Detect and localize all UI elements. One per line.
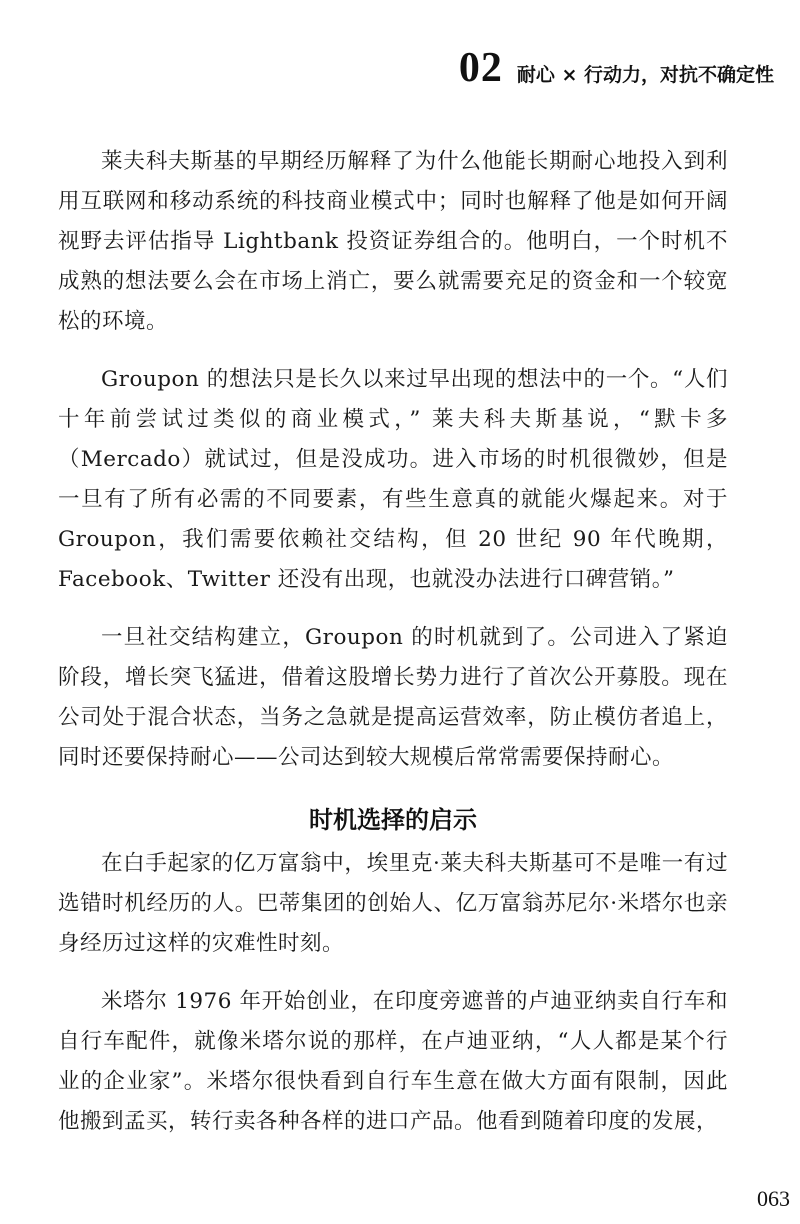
paragraph: 米塔尔 1976 年开始创业，在印度旁遮普的卢迪亚纳卖自行车和自行车配件，就像米塔尔说的那样，在卢迪亚纳，“人人都是某个行业的企业家”。米塔尔很快看到自行车生意在做大方面有限制，因此他搬到孟买，转行卖各种各样的进口产品。他看到随着印度的发展， [58, 989, 728, 1134]
paragraph: 一旦社交结构建立，Groupon 的时机就到了。公司进入了紧迫阶段，增长突飞猛进，借着这股增长势力进行了首次公开募股。现在公司处于混合状态，当务之急就是提高运营效率，防止模仿者追上，同时还要保持耐心——公司达到较大规模后常常需要保持耐心。 [58, 625, 728, 770]
page-number: 063 [757, 1186, 790, 1211]
paragraph: 莱夫科夫斯基的早期经历解释了为什么他能长期耐心地投入到利用互联网和移动系统的科技商业模式中；同时也解释了他是如何开阔视野去评估指导 Lightbank 投资证券组合的。他明白，一个时机不成熟的想法要么会在市场上消亡，要么就需要充足的资金和一个较宽松的环境。 [58, 149, 728, 334]
chapter-title: 耐心 × 行动力，对抗不确定性 [516, 64, 774, 86]
paragraph: Groupon 的想法只是长久以来过早出现的想法中的一个。“人们十年前尝试过类似的商业模式，” 莱夫科夫斯基说，“默卡多（Mercado）就试过，但是没成功。进入市场的时机很微妙，但是一旦有了所有必需的不同要素，有些生意真的就能火爆起来。对于 Groupon，我们需要依赖社交结构，但 20 世纪 90 年代晚期，Facebook、Twitter 还没有出现，也就没办法进行口碑营销。” [58, 367, 728, 592]
body-text [58, 142, 728, 1160]
paragraph: 在白手起家的亿万富翁中，埃里克·莱夫科夫斯基可不是唯一有过选错时机经历的人。巴蒂集团的创始人、亿万富翁苏尼尔·米塔尔也亲身经历过这样的灾难性时刻。 [58, 851, 728, 956]
chapter-number: 02 [458, 45, 503, 91]
running-header [459, 44, 774, 92]
section-heading: 时机选择的启示 [309, 806, 477, 834]
